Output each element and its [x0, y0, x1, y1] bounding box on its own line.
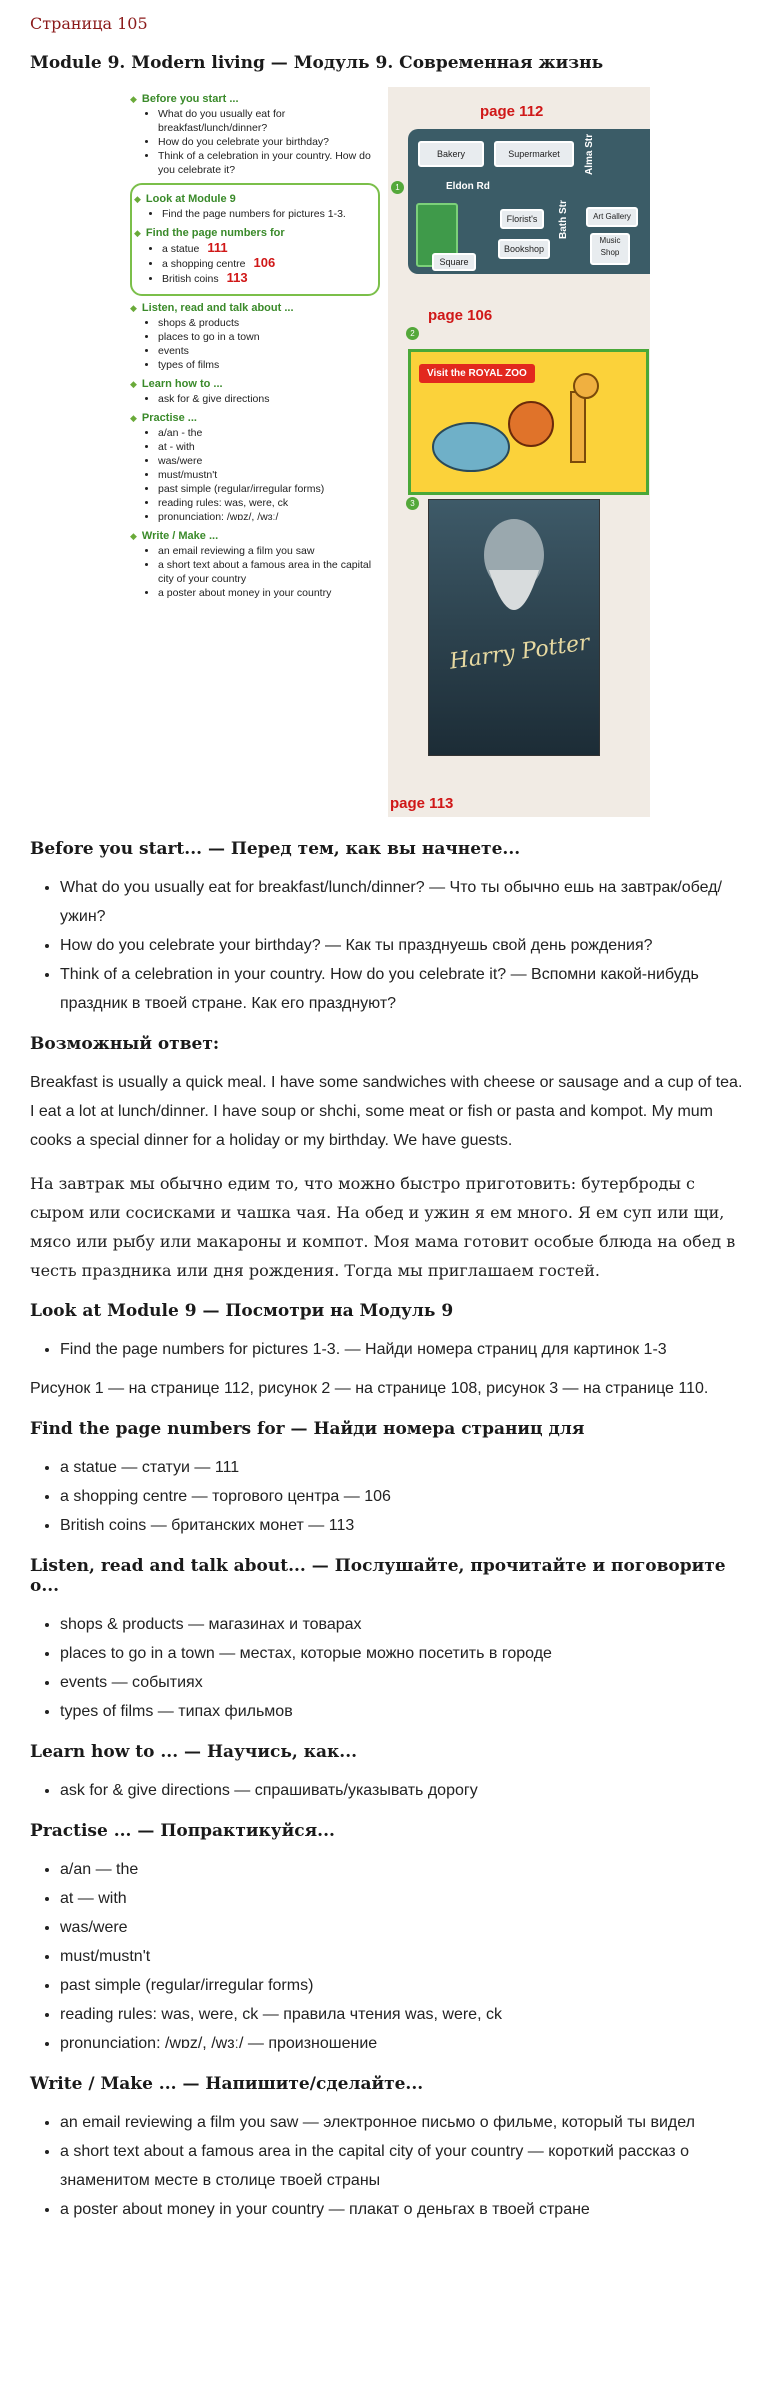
list-item: • events — [158, 344, 380, 358]
town-map — [408, 129, 650, 274]
wizard-illustration — [429, 500, 599, 640]
list-item: • must/mustn't — [158, 468, 380, 482]
list-item: • ask for & give directions — [158, 392, 380, 406]
list-item: • an email reviewing a film you saw — [158, 544, 380, 558]
map-square: Square — [432, 253, 476, 271]
fig-listen-list — [130, 316, 380, 372]
list-item: • was/were — [158, 454, 380, 468]
list-item: • must/mustn't — [60, 1942, 749, 1971]
fig-learn-title: ◆ Learn how to ... — [130, 378, 380, 390]
poster-title: Harry Potter — [447, 630, 592, 675]
page-113-label: page 113 — [390, 795, 454, 812]
fig-practise-list — [130, 426, 380, 524]
map-art-gallery: Art Gallery — [586, 207, 638, 227]
map-eldon-rd: Eldon Rd — [446, 181, 490, 192]
picture-2-number: 2 — [406, 327, 419, 340]
list-item: • past simple (regular/irregular forms) — [60, 1971, 749, 2000]
fig-write-list — [130, 544, 380, 600]
zoo-poster — [408, 349, 649, 495]
module-figure — [130, 87, 650, 817]
page-112-label: page 112 — [480, 103, 544, 120]
answer-title: Возможный ответ: — [30, 1034, 220, 1054]
list-item: • reading rules: was, were, ck — правила чтения was, were, ck — [60, 2000, 749, 2029]
list-item: • at — with — [60, 1884, 749, 1913]
map-alma-str: Alma Str — [584, 133, 595, 175]
list-item: • places to go in a town — [158, 330, 380, 344]
fig-write-title: ◆ Write / Make ... — [130, 530, 380, 542]
figure-pictures — [388, 87, 650, 817]
fig-look-list — [134, 207, 370, 221]
write-list — [30, 2108, 749, 2224]
figure-contents — [130, 87, 380, 600]
fig-find-item: • a shopping centre 106 — [162, 256, 370, 271]
list-item: • pronunciation: /wɒz/, /wɜː/ — произношение — [60, 2029, 749, 2058]
listen-list — [30, 1610, 749, 1726]
map-music-shop: Music Shop — [590, 233, 630, 265]
page-106-label: page 106 — [428, 307, 493, 324]
picture-1-number: 1 — [391, 181, 404, 194]
fig-look-title: ◆ Look at Module 9 — [134, 193, 370, 205]
list-item: • at - with — [158, 440, 380, 454]
film-poster — [428, 499, 600, 756]
write-title: Write / Make ... — Напишите/сделайте... — [30, 2074, 424, 2094]
list-item: • events — событиях — [60, 1668, 749, 1697]
list-item: • a poster about money in your country — плакат о деньгах в твоей стране — [60, 2195, 749, 2224]
list-item: • a short text about a famous area in the capital city of your country — короткий рассказ о знаменитом месте в столице твоей страны — [60, 2137, 749, 2195]
answer-ru: На завтрак мы обычно едим то, что можно быстро приготовить: бутерброды с сыром или сосисками и чашка чая. На обед и ужин я ем много. Я ем суп или щи, мясо или рыбу или макароны и компот. Моя мама готовит особые блюда на обед в честь праздника или дня рождения. Тогда мы приглашаем гостей. — [30, 1174, 736, 1280]
look-title: Look at Module 9 — Посмотри на Модуль 9 — [30, 1301, 454, 1321]
picture-3-number: 3 — [406, 497, 419, 510]
fig-before-list — [130, 107, 380, 177]
fig-find-item: • a statue 111 — [162, 241, 370, 256]
fig-green-box — [130, 183, 380, 296]
fig-find-title: ◆ Find the page numbers for — [134, 227, 370, 239]
learn-list — [30, 1776, 749, 1805]
look-list — [30, 1335, 749, 1364]
map-bookshop: Bookshop — [498, 239, 550, 259]
fig-find-list — [134, 241, 370, 286]
list-item: • What do you usually eat for breakfast/lunch/dinner? — [158, 107, 380, 135]
list-item: • Find the page numbers for pictures 1-3. — [162, 207, 370, 221]
list-item: • a/an — the — [60, 1855, 749, 1884]
zoo-animals-illustration — [411, 352, 646, 492]
list-item: • shops & products — [158, 316, 380, 330]
list-item: • How do you celebrate your birthday? — [158, 135, 380, 149]
find-list — [30, 1453, 749, 1540]
map-bath-str: Bath Str — [558, 200, 569, 239]
list-item: • a shopping centre — торгового центра — 106 — [60, 1482, 749, 1511]
map-florists: Florist's — [500, 209, 544, 229]
before-list — [30, 873, 749, 1018]
fig-listen-title: ◆ Listen, read and talk about ... — [130, 302, 380, 314]
list-item: • Think of a celebration in your country. How do you celebrate it? — Вспомни какой-нибудь праздник в твоей стране. Как его празднуют? — [60, 960, 749, 1018]
zoo-banner: Visit the ROYAL ZOO — [419, 364, 535, 383]
list-item: • What do you usually eat for breakfast/lunch/dinner? — Что ты обычно ешь на завтрак/обед/ужин? — [60, 873, 749, 931]
answer-en: Breakfast is usually a quick meal. I have some sandwiches with cheese or sausage and a cup of tea. I eat a lot at lunch/dinner. I have soup or shchi, some meat or fish or pasta and kompot. My mum cooks a special dinner for a holiday or my birthday. We have guests. — [30, 1074, 743, 1149]
list-item: • a/an - the — [158, 426, 380, 440]
look-answer: Рисунок 1 — на странице 112, рисунок 2 — на странице 108, рисунок 3 — на странице 110. — [30, 1380, 709, 1397]
list-item: • was/were — [60, 1913, 749, 1942]
fig-before-title: ◆ Before you start ... — [130, 93, 380, 105]
map-supermarket: Supermarket — [494, 141, 574, 167]
list-item: • a poster about money in your country — [158, 586, 380, 600]
list-item: • past simple (regular/irregular forms) — [158, 482, 380, 496]
fig-learn-list — [130, 392, 380, 406]
list-item: • Think of a celebration in your country. How do you celebrate it? — [158, 149, 380, 177]
practise-list — [30, 1855, 749, 2058]
list-item: • types of films — [158, 358, 380, 372]
list-item: • types of films — типах фильмов — [60, 1697, 749, 1726]
list-item: • pronunciation: /wɒz/, /wɜː/ — [158, 510, 380, 524]
list-item: • shops & products — магазинах и товарах — [60, 1610, 749, 1639]
before-title: Before you start... — Перед тем, как вы начнете... — [30, 839, 521, 859]
list-item: • ask for & give directions — спрашивать/указывать дорогу — [60, 1776, 749, 1805]
list-item: • British coins — британских монет — 113 — [60, 1511, 749, 1540]
listen-title: Listen, read and talk about... — Послушайте, прочитайте и поговорите о... — [30, 1556, 726, 1596]
list-item: • an email reviewing a film you saw — электронное письмо о фильме, который ты видел — [60, 2108, 749, 2137]
fig-practise-title: ◆ Practise ... — [130, 412, 380, 424]
list-item: • How do you celebrate your birthday? — Как ты празднуешь свой день рождения? — [60, 931, 749, 960]
fig-find-item: • British coins 113 — [162, 271, 370, 286]
list-item: • a statue — статуи — 111 — [60, 1453, 749, 1482]
learn-title: Learn how to ... — Научись, как... — [30, 1742, 358, 1762]
map-bakery: Bakery — [418, 141, 484, 167]
list-item: • a short text about a famous area in the capital city of your country — [158, 558, 380, 586]
list-item: • reading rules: was, were, ck — [158, 496, 380, 510]
list-item: • places to go in a town — местах, которые можно посетить в городе — [60, 1639, 749, 1668]
practise-title: Practise ... — Попрактикуйся... — [30, 1821, 335, 1841]
page-label: Страница 105 — [30, 14, 148, 33]
list-item: • Find the page numbers for pictures 1-3. — Найди номера страниц для картинок 1-3 — [60, 1335, 749, 1364]
find-title: Find the page numbers for — Найди номера страниц для — [30, 1419, 585, 1439]
module-title: Module 9. Modern living — Модуль 9. Современная жизнь — [30, 53, 604, 73]
